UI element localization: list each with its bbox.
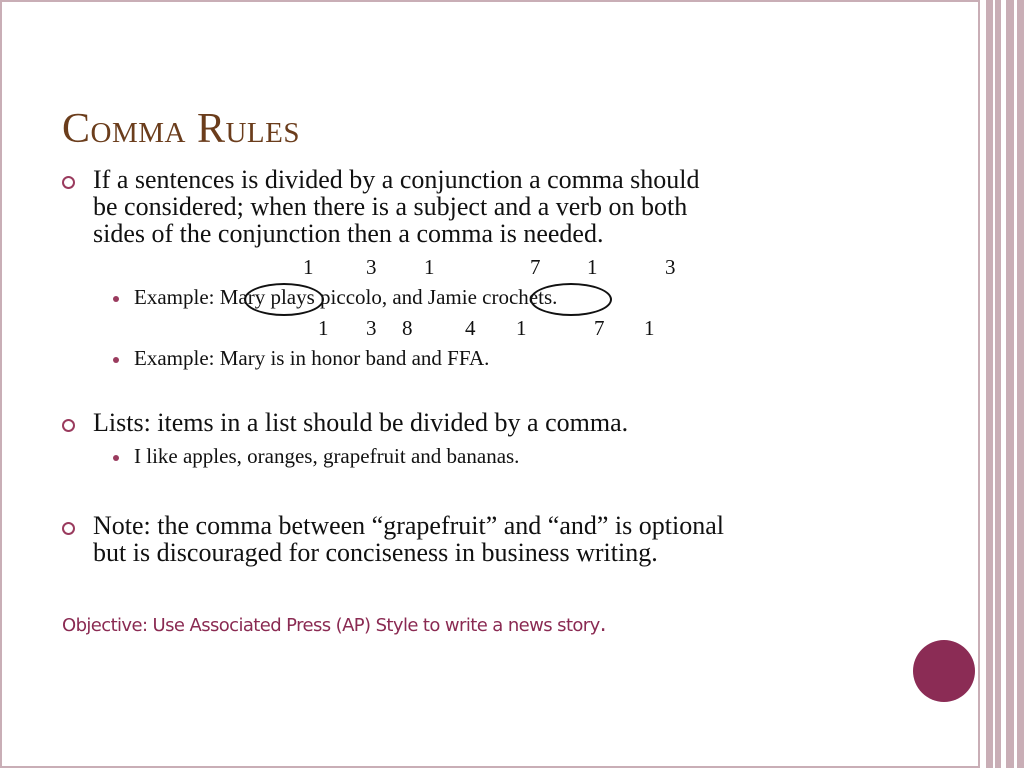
list-example: I like apples, oranges, grapefruit and bananas. [134, 444, 520, 468]
objective-note [62, 612, 606, 637]
word-count-number: 1 [516, 316, 527, 340]
word-count-number: 3 [366, 316, 377, 340]
bullet-marker [62, 176, 75, 189]
bullet-text [93, 409, 628, 436]
bullet-line: but is discouraged for conciseness in business writing. [93, 538, 658, 567]
bullet-marker [62, 522, 75, 535]
word-count-number: 8 [402, 316, 413, 340]
decorative-stripe [1017, 0, 1024, 768]
bullet-line: sides of the conjunction then a comma is needed. [93, 219, 604, 248]
sub-bullet-marker [113, 296, 119, 302]
frame-top-border [0, 0, 980, 2]
word-count-number: 1 [318, 316, 329, 340]
bullet-line: Note: the comma between “grapefruit” and “and” is optional [93, 511, 724, 540]
objective-text: Objective: Use Associated Press (AP) Style to write a news story [62, 615, 600, 636]
word-count-number: 1 [424, 255, 435, 279]
circle-annotation-subject [530, 283, 612, 316]
circle-annotation-subject [244, 283, 324, 316]
word-count-number: 7 [594, 316, 605, 340]
bullet-text [93, 512, 724, 566]
decorative-stripe [978, 0, 980, 768]
decorative-stripe [1006, 0, 1014, 768]
decorative-circle [913, 640, 975, 702]
word-count-number: 3 [366, 255, 377, 279]
bullet-line: Lists: items in a list should be divided by a comma. [93, 408, 629, 437]
word-count-number: 1 [303, 255, 314, 279]
bullet-line: If a sentences is divided by a conjunction a comma should [93, 165, 700, 194]
word-count-number: 1 [587, 255, 598, 279]
sub-bullet-marker [113, 357, 119, 363]
word-count-number: 7 [530, 255, 541, 279]
word-count-number: 3 [665, 255, 676, 279]
word-count-number: 4 [465, 316, 476, 340]
decorative-stripe [986, 0, 993, 768]
word-count-number: 1 [644, 316, 655, 340]
example-sentence: Example: Mary plays piccolo, and Jamie crochets. [134, 285, 558, 309]
example-sentence: Example: Mary is in honor band and FFA. [134, 346, 490, 370]
sub-bullet-marker [113, 455, 119, 461]
bullet-marker [62, 419, 75, 432]
decorative-stripe [995, 0, 1001, 768]
bullet-line: be considered; when there is a subject and a verb on both [93, 192, 688, 221]
slide-title: Comma Rules [62, 106, 300, 152]
bullet-text [93, 166, 700, 247]
frame-left-border [0, 0, 2, 768]
objective-period: . [599, 612, 607, 637]
